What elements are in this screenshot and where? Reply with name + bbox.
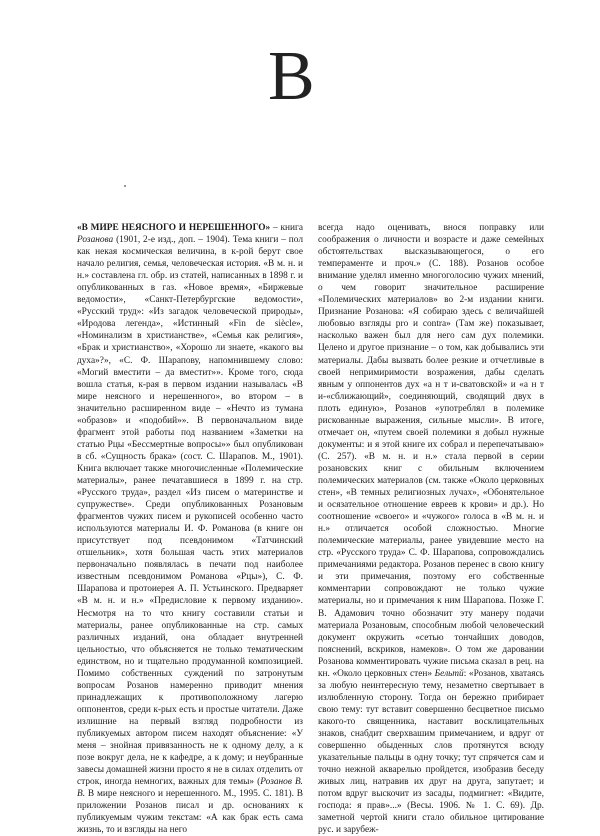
entry-title: «В МИРЕ НЕЯСНОГО И НЕРЕШЕННОГО» — [77, 223, 271, 233]
section-letter: В — [268, 38, 315, 115]
entry-paragraph — [77, 222, 303, 836]
continued-text-part-2: : «Розанов, хватаясь за любую неинтересную тему, незаметно свертывает в излюбленную сторону. Тогда он бережно прибирает свою тему: тут вставит совершенно бесцветное письмо какого-то священника, наставит восклицательных знаков, снабдит сверхвашим примечанием, и вдруг от совершенно обыденных слов протянутся всюду указательные пальцы в одну точку; тут спрячется сам и точно нежной акварелью пройдется, изобразив беседу живых лиц, натравив их друг на друга, запутает; и потом вдруг выскочит из засады, подмигнет: «Видите, господа: я прав»...» (Весы. 1906. № 1. С. 69). Др. заметной чертой книги стало обильное цитирование рус. и зарубеж- — [318, 668, 544, 836]
entry-author: Розанова — [77, 235, 114, 246]
continued-paragraph — [318, 222, 544, 836]
page-speck — [124, 185, 126, 187]
right-column — [318, 222, 544, 836]
entry-text-part-1: (1901, 2-е изд., доп. – 1904). Тема книги – пол как некая космическая величина, в к-рой берут свое начало религия, семья, человеческая история. «В м. н. и н.» составлена гл. обр. из статей, написанных в 1898 г. и опубликованных в газ. «Новое время», «Биржевые ведомости», «Санкт-Петербургские ведомости», «Русский труд»: «Из загадок человеческой природы», «Иродова легенда», «Истинный «Fin de siècle», «Номинализм в христианстве», «Семья как религия», «Брак и христианство», «Хорошо ли знаете, «какого вы духа»?», «С. Ф. Шарапову, напомнившему слово: «Могий вместити – да вместит»». Кроме того, сюда вошла статья, к-рая в первом издании называлась «В мире неясного и нерешенного», во втором – в значительно расширенном виде – «Нечто из тумана «образов» и «подобий»». В первоначальном виде фрагмент этой работы под названием «Заметки на статью Рцы «Бессмертные вопросы»» был опубликован в сб. «Сущность брака» (сост. С. Шарапов. М., 1901). Книга включает также многочисленные «Полемические материалы», ранее печатавшиеся в 1899 г. на стр. «Русского труда», раздел «Из писем о материнстве и супружестве». Среди опубликованных Розановым фрагментов чужих писем и рукописей особенно часто используются материалы И. Ф. Романова (в книге он присутствует под псевдонимом «Татчинский отшельник», хотя большая часть этих материалов первоначально появлялась в печати под наиболее известным псевдонимом Романова «Рцы»), С. Ф. Шарапова и протоиерея А. П. Устьинского. Предваряет «В м. н. и н.» «Предисловие к первому изданию». Несмотря на то что книгу составили статьи и материалы, ранее опубликованные на стр. самых различных изданий, она обладает внутренней цельностью, что объясняется не только тематическим единством, но и тщательно продуманной композицией. Помимо собственных суждений по затронутым вопросам Розанов намеренно приводит мнения принадлежащих к противоположному лагерю оппонентов, среди к-рых есть и простые читатели. Даже излишние на первый взгляд подробности из публикуемых автором писем находят объяснение: «У меня – знойная привязанность не к одному делу, а к позе вокруг дела, не к кафедре, а к дому; и неубранные завесы домашней жизни просто я не в силах отделить от строк, иногда немногих, важных для темы» ( — [77, 235, 303, 788]
entry-citation: Розанов В. В. — [77, 777, 303, 800]
critic-name: Бельтй — [434, 668, 464, 679]
entry-kind: – книга — [270, 223, 303, 233]
left-column — [77, 222, 303, 836]
entry-text-part-2: В мире неясного и нерешенного. М., 1995. С. 181). В приложении Розанов писал и др. основаниях к публикуемым чужим текстам: «А как брак есть сама жизнь, то и взгляды на него — [77, 789, 303, 836]
continued-text-part-1: всегда надо оценивать, внося поправку или соображения о личности и возрасте и даже семейных обстоятельствах высказывающегося, о его темпераменте и проч.» (С. 188). Розанов особое внимание уделял именно многоголосию чужих мнений, о чем говорит значительное расширение «Полемических материалов» во 2-м издании книги. Признание Розанова: «Я собираю здесь с величайшей любовью взгляды pro и contra» (Там же) показывает, насколько важен был для него сам дух полемики. Целено и другое признание – о том, как добывались эти материалы. Дабы вызвать более резкие и отчетливые в своей непримиримости возражения, дабы сделать явным у оппонентов дух «а н т и-сватовской» и «а н т и-«сближающий», соединяющий, сводящий двух в плоть единую», Розанов «употреблял в полемике рискованные выражения, сильные мысли». В итоге, отмечает он, «путем своей полемики я добыл нужные документы: и я этой книге их собрал и перепечатываю» (С. 257). «В м. н. и н.» стала первой в серии розановских книг с обильным включением полемических материалов (см. также «Около церковных стен», «В темных религиозных лучах», «Обонятельное и осязательное отношение евреев к крови» и др.). Но соотношение «своего» и «чужого» голоса в «В м. н. и н.» отличается особой сложностью. Многие полемические материалы, ранее увидевшие место на стр. «Русского труда» С. Ф. Шарапова, сопровождались примечаниями редактора. Розанов перенес в свою книгу и эти примечания, поэтому его собственные комментарии сопровождают не только чужие материалы, но и примечания к ним Шарапова. Позже Г. В. Адамович точно обозначит эту манеру подачи материала Розановым, способным любой человеческий документ окружить «сетью тончайших доводов, пояснений, вскриков, намеков». О том же даровании Розанова комментировать чужие письма сказал в рец. на кн. «Около церковных стен» — [318, 223, 544, 679]
